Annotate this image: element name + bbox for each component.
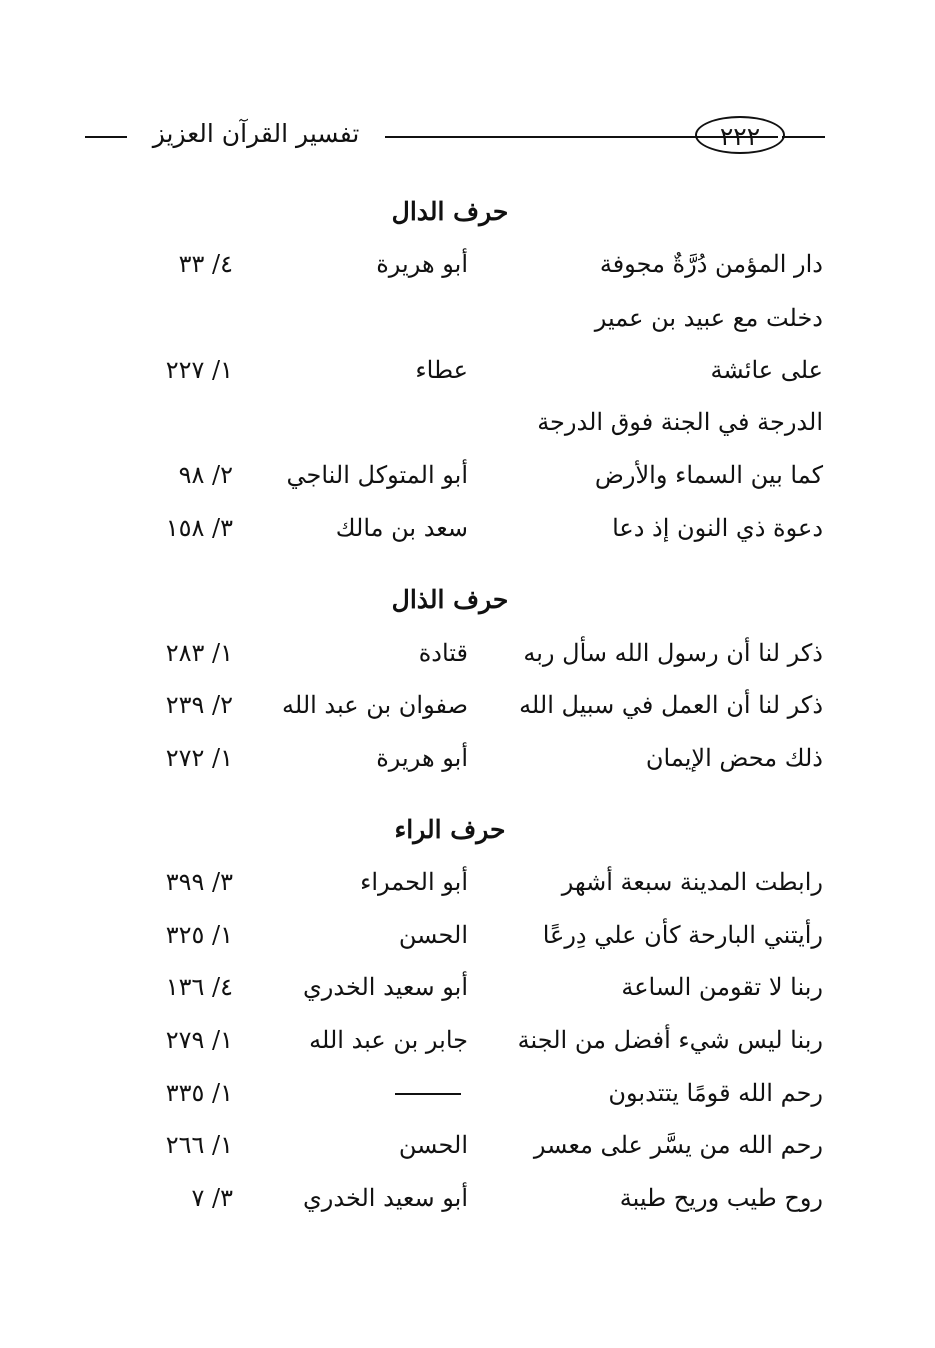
volume-page-ref: ١/ ٢٧٢ xyxy=(165,744,233,772)
index-row xyxy=(0,244,935,284)
index-row xyxy=(0,1125,935,1165)
narrator: أبو هريرة xyxy=(376,250,468,278)
volume-page-ref: ٤/ ٣٣ xyxy=(178,250,233,278)
hadith-phrase: على عائشة xyxy=(710,356,823,384)
index-row xyxy=(0,402,935,442)
section-title-dal: حرف الدال xyxy=(391,197,509,226)
volume-page-ref: ١/ ٢٨٣ xyxy=(165,639,233,667)
narrator: عطاء xyxy=(415,356,468,384)
volume-page-ref: ١/ ٢٢٧ xyxy=(165,356,233,384)
narrator: قتادة xyxy=(418,639,468,667)
hadith-phrase: روح طيب وريح طيبة xyxy=(619,1184,823,1212)
book-title: تفسير القرآن العزيز xyxy=(152,119,360,148)
narrator: سعد بن مالك xyxy=(335,514,468,542)
index-row xyxy=(0,1178,935,1218)
index-row xyxy=(0,350,935,390)
hadith-phrase: رحم الله من يسَّر على معسر xyxy=(533,1131,823,1159)
index-row xyxy=(0,738,935,778)
volume-page-ref: ٣/ ١٥٨ xyxy=(165,514,233,542)
hadith-phrase: ربنا ليس شيء أفضل من الجنة xyxy=(517,1026,823,1054)
narrator: أبو المتوكل الناجي xyxy=(286,461,468,489)
hadith-phrase: ذكر لنا أن رسول الله سأل ربه xyxy=(523,639,823,667)
volume-page-ref: ١/ ٣٣٥ xyxy=(165,1079,233,1107)
narrator: الحسن xyxy=(398,921,468,949)
narrator: جابر بن عبد الله xyxy=(309,1026,468,1054)
hadith-phrase: الدرجة في الجنة فوق الدرجة xyxy=(537,408,823,436)
index-row xyxy=(0,862,935,902)
section-title-dhal: حرف الذال xyxy=(391,585,509,614)
index-row xyxy=(0,633,935,673)
volume-page-ref: ١/ ٣٢٥ xyxy=(165,921,233,949)
hadith-phrase: دعوة ذي النون إذ دعا xyxy=(612,514,823,542)
hadith-phrase: دار المؤمن دُرَّةٌ مجوفة xyxy=(599,250,823,278)
volume-page-ref: ٤/ ١٣٦ xyxy=(165,973,233,1001)
section-title-ra: حرف الراء xyxy=(394,815,506,844)
hadith-phrase: ذلك محض الإيمان xyxy=(645,744,823,772)
hadith-phrase: دخلت مع عبيد بن عمير xyxy=(594,304,823,332)
header-rule-right xyxy=(782,136,825,138)
volume-page-ref: ٢/ ٢٣٩ xyxy=(165,691,233,719)
narrator: صفوان بن عبد الله xyxy=(282,691,468,719)
narrator: أبو الحمراء xyxy=(360,868,468,896)
volume-page-ref: ٣/ ٣٩٩ xyxy=(165,868,233,896)
volume-page-ref: ١/ ٢٦٦ xyxy=(165,1131,233,1159)
narrator: أبو هريرة xyxy=(376,744,468,772)
narrator: أبو سعيد الخدري xyxy=(303,973,468,1001)
index-row xyxy=(0,1073,935,1113)
hadith-phrase: رابطت المدينة سبعة أشهر xyxy=(561,868,823,896)
narrator: الحسن xyxy=(398,1131,468,1159)
narrator-unknown-dash xyxy=(395,1093,461,1095)
hadith-phrase: رحم الله قومًا يتتدبون xyxy=(608,1079,823,1107)
index-row xyxy=(0,915,935,955)
page-number: ٢٢٢ xyxy=(695,116,785,154)
index-row xyxy=(0,298,935,338)
page-header xyxy=(85,112,825,160)
index-row xyxy=(0,1020,935,1060)
narrator: أبو سعيد الخدري xyxy=(303,1184,468,1212)
volume-page-ref: ٣/ ٧ xyxy=(191,1184,233,1212)
hadith-phrase: رأيتني البارحة كأن علي دِرعًا xyxy=(542,921,823,949)
hadith-phrase: ذكر لنا أن العمل في سبيل الله xyxy=(519,691,823,719)
header-rule-left xyxy=(85,136,127,138)
hadith-phrase: ربنا لا تقومن الساعة xyxy=(621,973,823,1001)
index-row xyxy=(0,685,935,725)
index-row xyxy=(0,508,935,548)
hadith-phrase: كما بين السماء والأرض xyxy=(594,461,823,489)
volume-page-ref: ١/ ٢٧٩ xyxy=(165,1026,233,1054)
volume-page-ref: ٢/ ٩٨ xyxy=(178,461,233,489)
index-row xyxy=(0,967,935,1007)
index-row xyxy=(0,455,935,495)
